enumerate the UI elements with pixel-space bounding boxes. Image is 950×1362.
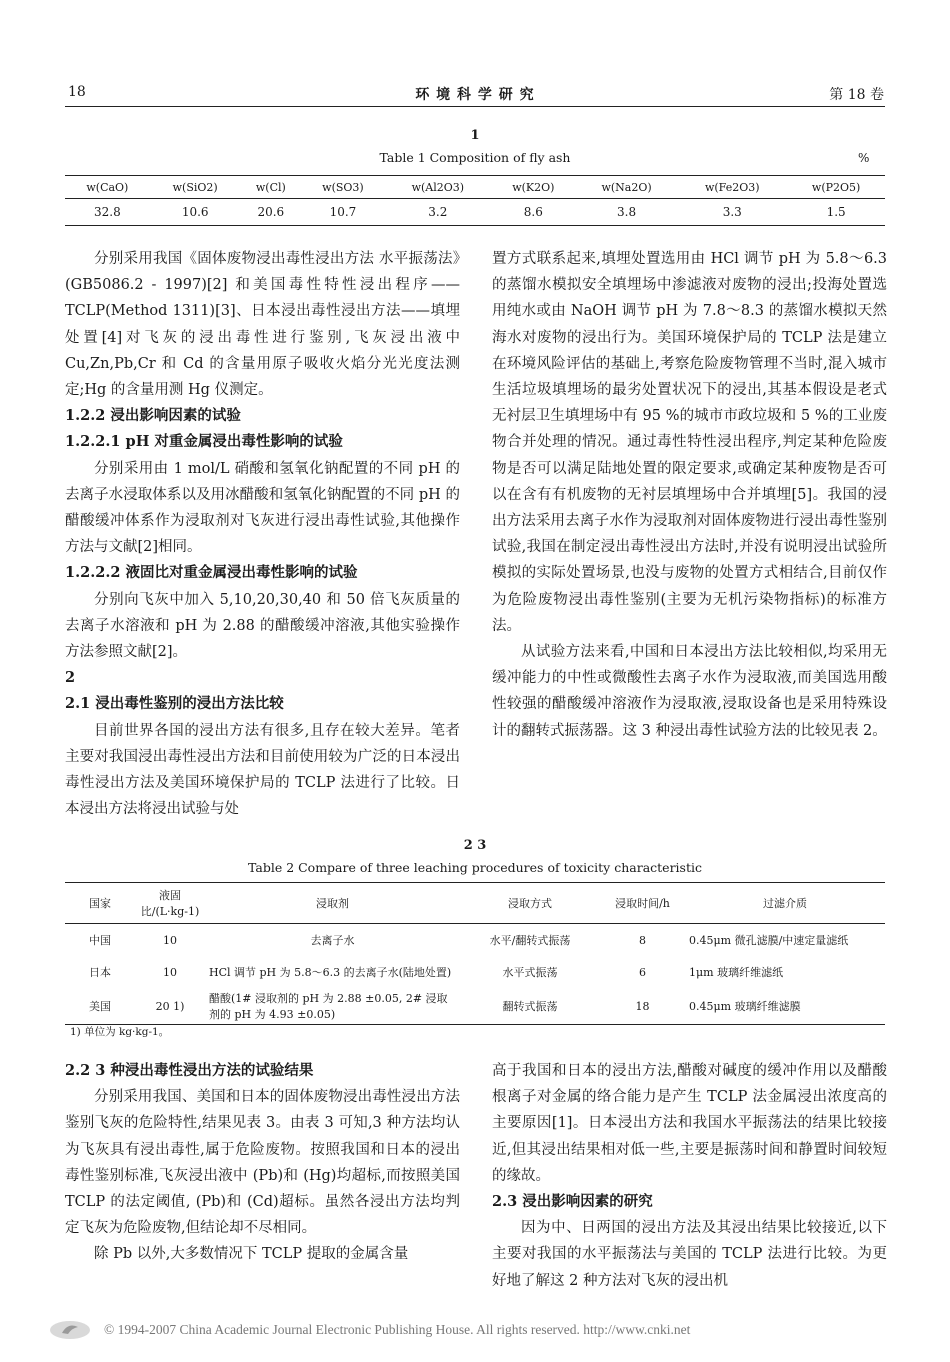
section-heading: 2 [65, 669, 76, 687]
table1 [65, 176, 885, 226]
table2-cell: HCl 调节 pH 为 5.8～6.3 的去离子水(陆地处置) [209, 966, 452, 979]
body-paragraph: 除 Pb 以外,大多数情况下 TCLP 提取的金属含量 [94, 1246, 409, 1263]
table2-cell: 醋酸(1# 浸取剂的 pH 为 2.88 ±0.05, 2# 浸取剂的 pH 为 4.93 ±0.05) [209, 992, 448, 1021]
table2-cell: 20 1) [155, 999, 185, 1013]
table2-caption: Table 2 Compare of three leaching procedures of toxicity characteristic [248, 860, 702, 875]
table2-cell: 中国 [89, 934, 111, 947]
table2-cell: 6 [639, 965, 646, 979]
table2-note: 1) 单位为 kg·kg-1。 [70, 1026, 170, 1038]
table1-caption: Table 1 Composition of fly ash [379, 150, 571, 165]
table2-number: 2 3 [463, 838, 487, 853]
table2-header-cell: 过滤介质 [763, 897, 807, 910]
table2-header-row [65, 883, 885, 924]
table1-value-cell: 20.6 [257, 205, 285, 219]
table1-value-cell: 10.7 [329, 205, 357, 219]
table2-cell: 0.45μm 微孔滤膜/中速定量滤纸 [689, 934, 849, 947]
table2-header-cell: 浸取方式 [508, 897, 552, 910]
table1-number: 1 [470, 128, 480, 143]
table1-header-cell: w(CaO) [86, 180, 129, 194]
table2-cell: 翻转式振荡 [502, 1000, 558, 1013]
section-heading: 1.2.2.1 pH 对重金属浸出毒性影响的试验 [65, 433, 343, 451]
table2-cell: 8 [639, 933, 646, 947]
table2-row [65, 924, 885, 957]
section-heading: 2.2 3 种浸出毒性浸出方法的试验结果 [65, 1062, 314, 1079]
table2-header-cell: 国家 [89, 897, 111, 910]
section-heading: 1.2.2 浸出影响因素的试验 [65, 407, 241, 425]
body-paragraph: 置方式联系起来,填埋处置选用由 HCl 调节 pH 为 5.8～6.3 的蒸馏水模拟安全填埋场中渗滤液对废物的浸出;投海处置选用纯水或由 NaOH 调节 pH 为 7.8～8.3 的蒸馏水模拟天然海水对废物的浸出行为。美国环境保护局的 TCLP 法是建立在环境风险评估的基础上,考察危险废物管理不当时,混入城市生活垃圾填埋场的最劣处置状况下的浸出,其基本假设是老式无衬层卫生填埋场中有 95 %的城市市政垃圾和 5 %的工业废物合并处理的情况。通过毒性特性浸出程序,判定某种危险废物是否可以满足陆地处置的限定要求,或确定某种废物是否可以在含有有机废物的无衬层填埋场中合并填埋[5]。我国的浸出方法采用去离子水作为浸取剂对固体废物进行浸出毒性鉴别试验,我国在制定浸出毒性浸出方法时,并没有说明浸出试验所模拟的实际处置场景,也没与废物的处置方式相结合,目前仅作为危险废物浸出毒性鉴别(主要为无机污染物指标)的标准方法。 [492, 251, 887, 634]
body-paragraph: 目前世界各国的浸出方法有很多,且存在较大差异。笔者主要对我国浸出毒性浸出方法和目前使用较为广泛的日本浸出毒性浸出方法及美国环境保护局的 TCLP 法进行了比较。日本浸出方法将浸出试验与处 [65, 722, 460, 818]
header-rule [65, 106, 885, 107]
table2-row [65, 988, 885, 1025]
table2-cell: 10 [163, 933, 177, 947]
body-paragraph: 分别采用我国《固体废物浸出毒性浸出方法 水平振荡法》(GB5086.2 - 1997)[2] 和美国毒性特性浸出程序——TCLP(Method 1311)[3]、日本浸出毒性浸出方法——填埋处置[4]对飞灰的浸出毒性进行鉴别,飞灰浸出液中 Cu,Zn,Pb,Cr 和 Cd 的含量用原子吸收火焰分光光度法测定;Hg 的含量用测 Hg 仪测定。 [65, 251, 460, 399]
table1-header-cell: w(K2O) [512, 180, 555, 194]
table2-cell: 10 [163, 965, 177, 979]
body-paragraph: 从试验方法来看,中国和日本浸出方法比较相似,均采用无缓冲能力的中性或微酸性去离子水作为浸取液,而美国选用酸性较强的醋酸缓冲溶液作为浸取液,浸取设备也是采用特殊设计的翻转式振荡器。这 3 种浸出毒性试验方法的比较见表 2。 [492, 644, 887, 739]
table2 [65, 882, 885, 1025]
page-number: 18 [68, 84, 86, 100]
table2-cell: 日本 [89, 966, 111, 979]
body-paragraph: 分别采用我国、美国和日本的固体废物浸出毒性浸出方法鉴别飞灰的危险特性,结果见表 3。由表 3 可知,3 种方法均认为飞灰具有浸出毒性,属于危险废物。按照我国和日本的浸出毒性鉴别标准,飞灰浸出液中 (Pb)和 (Hg)均超标,而按照美国 TCLP 的法定阈值, (Pb)和 (Cd)超标。虽然各浸出方法均判定飞灰为危险废物,但结论却不尽相同。 [65, 1089, 460, 1237]
table1-header-cell: w(P2O5) [811, 180, 861, 194]
table1-header-row [65, 176, 885, 199]
volume-label: 第 18 卷 [829, 87, 884, 103]
table1-value-row [65, 199, 885, 226]
table2-cell: 水平/翻转式振荡 [489, 934, 571, 947]
table1-value-cell: 3.3 [722, 205, 742, 219]
body-paragraph: 高于我国和日本的浸出方法,醋酸对碱度的缓冲作用以及醋酸根离子对金属的络合能力是产生 TCLP 法金属浸出浓度高的主要原因[1]。日本浸出方法和我国水平振荡法的结果比较接近,但其浸出结果相对低一些,主要是振荡时间和静置时间较短的缘故。 [492, 1063, 887, 1184]
section-heading: 2.3 浸出影响因素的研究 [492, 1193, 653, 1211]
table2-header-cell: 液固比/(L·kg-1) [140, 889, 200, 918]
table2-cell: 1μm 玻璃纤维滤纸 [689, 966, 784, 979]
table2-cell: 美国 [89, 1000, 111, 1013]
table1-header-cell: w(Fe2O3) [704, 180, 760, 194]
table2-header-cell: 浸取时间/h [615, 897, 670, 910]
table1-header-cell: w(Al2O3) [411, 180, 465, 194]
body-paragraph: 分别向飞灰中加入 5,10,20,30,40 和 50 倍飞灰质量的去离子水溶液和 pH 为 2.88 的醋酸缓冲溶液,其他实验操作方法参照文献[2]。 [65, 591, 460, 661]
section-heading: 1.2.2.2 液固比对重金属浸出毒性影响的试验 [65, 564, 358, 582]
table1-header-cell: w(SiO2) [172, 180, 218, 194]
right-column [492, 246, 887, 744]
left-column [65, 246, 460, 822]
table1-value-cell: 32.8 [94, 205, 121, 219]
table1-header-cell: w(Na2O) [601, 180, 652, 194]
table1-value-cell: 3.8 [617, 205, 637, 219]
table1-value-cell: 3.2 [428, 205, 448, 219]
table2-cell: 18 [635, 999, 650, 1013]
table1-value-cell: 1.5 [826, 205, 846, 219]
body-paragraph: 分别采用由 1 mol/L 硝酸和氢氧化钠配置的不同 pH 的去离子水浸取体系以及用冰醋酸和氢氧化钠配置的不同 pH 的醋酸缓冲体系作为浸取剂对飞灰进行浸出毒性试验,其他操作方法与文献[2]相同。 [65, 460, 460, 556]
table1-header-cell: w(Cl) [255, 180, 286, 194]
table2-cell: 0.45μm 玻璃纤维滤膜 [689, 1000, 801, 1013]
right-column-2 [492, 1058, 887, 1294]
table1-value-cell: 10.6 [181, 205, 209, 219]
copyright-footer: © 1994-2007 China Academic Journal Electronic Publishing House. All rights reserved. http://www.cnki.net [104, 1322, 691, 1337]
table1-header-cell: w(SO3) [322, 180, 364, 194]
table1-unit: % [858, 151, 870, 165]
table1-value-cell: 8.6 [523, 205, 543, 219]
table2-cell: 水平式振荡 [502, 966, 558, 979]
table2-header-cell: 浸取剂 [316, 897, 349, 910]
left-column-2 [65, 1058, 460, 1268]
journal-title: 环 境 科 学 研 究 [415, 87, 535, 103]
table2-cell: 去离子水 [310, 934, 355, 947]
section-heading: 2.1 浸出毒性鉴别的浸出方法比较 [65, 695, 284, 713]
body-paragraph: 因为中、日两国的浸出方法及其浸出结果比较接近,以下主要对我国的水平振荡法与美国的 TCLP 法进行比较。为更好地了解这 2 种方法对飞灰的浸出机 [492, 1220, 887, 1289]
table2-row [65, 956, 885, 988]
cnki-logo-icon [48, 1318, 92, 1342]
